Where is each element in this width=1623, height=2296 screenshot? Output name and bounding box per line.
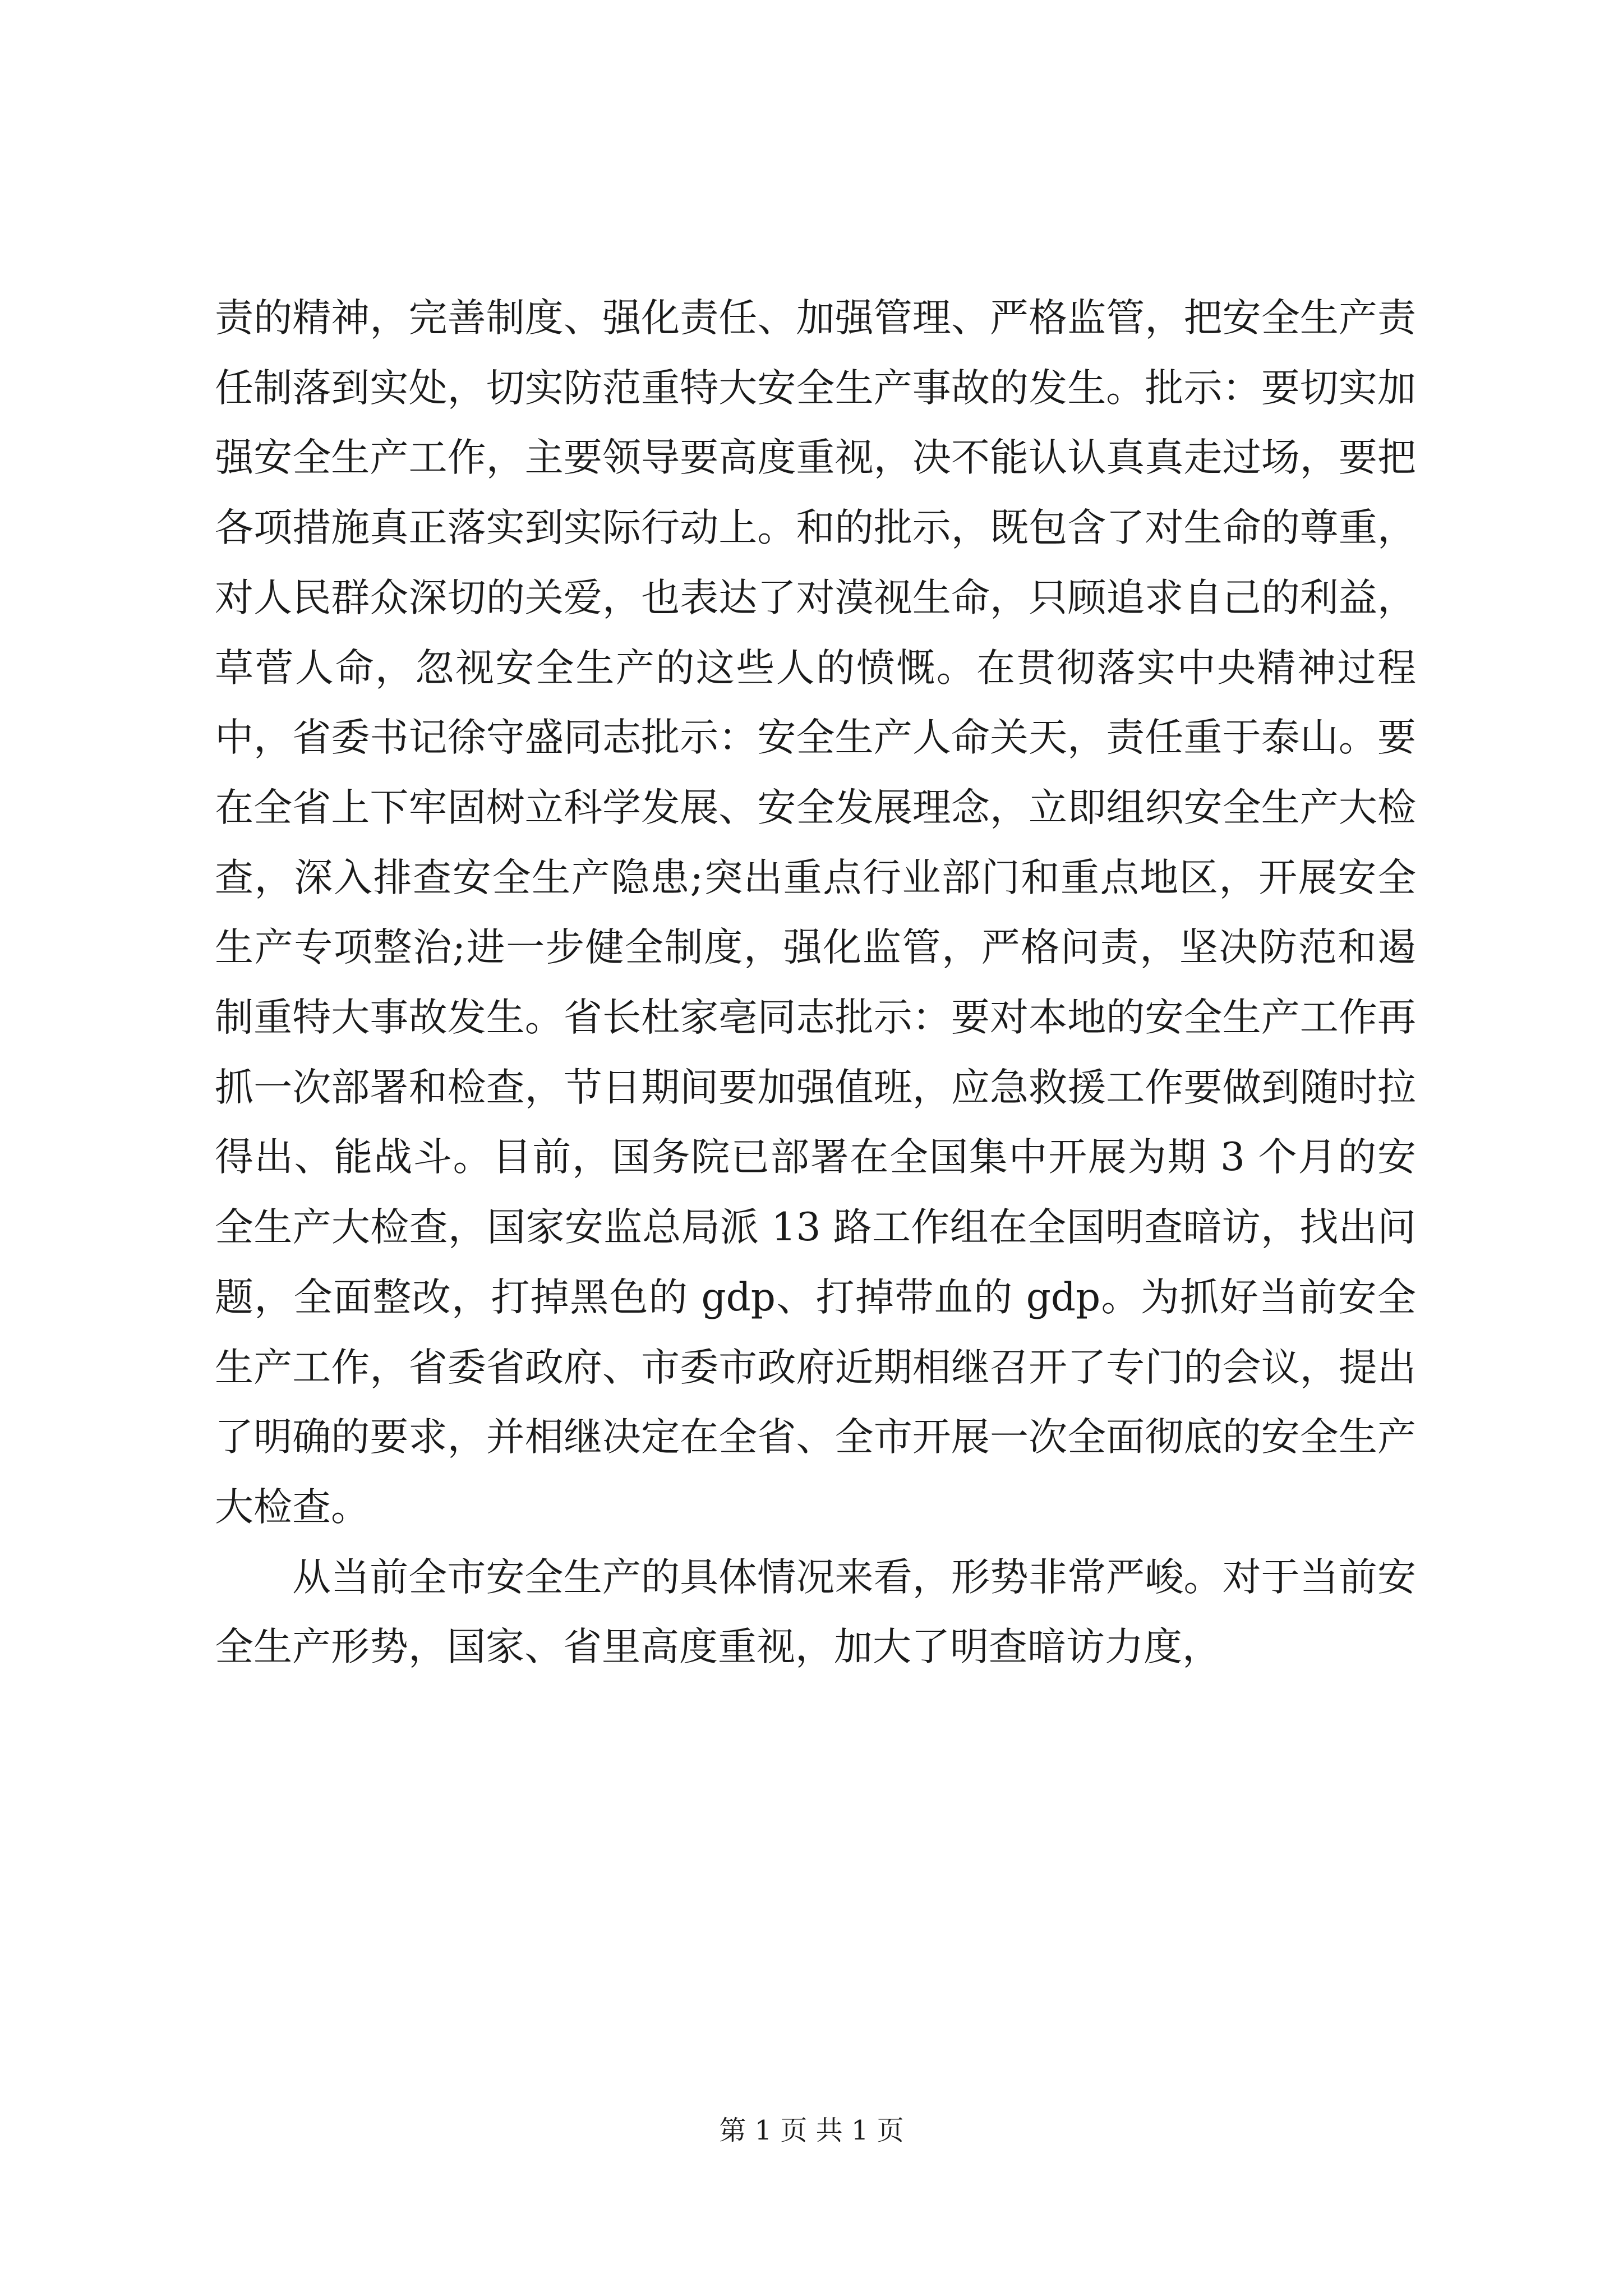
page-footer: 第 1 页 共 1 页 bbox=[719, 2115, 904, 2146]
paragraph-2: 从当前全市安全生产的具体情况来看，形势非常严峻。对于当前安全生产形势，国家、省里高度重视，加大了明查暗访力度， bbox=[215, 1554, 1416, 1670]
body-text bbox=[215, 283, 1416, 1682]
paragraph-1: 责的精神，完善制度、强化责任、加强管理、严格监管，把安全生产责任制落到实处，切实防范重特大安全生产事故的发生。批示：要切实加强安全生产工作，主要领导要高度重视，决不能认认真真走过场，要把各项措施真正落实到实际行动上。和的批示，既包含了对生命的尊重，对人民群众深切的关爱，也表达了对漠视生命，只顾追求自己的利益，草菅人命，忽视安全生产的这些人的愤慨。在贯彻落实中央精神过程中，省委书记徐守盛同志批示：安全生产人命关天，责任重于泰山。要在全省上下牢固树立科学发展、安全发展理念，立即组织安全生产大检查，深入排查安全生产隐患;突出重点行业部门和重点地区，开展安全生产专项整治;进一步健全制度，强化监管，严格问责，坚决防范和遏制重特大事故发生。省长杜家亳同志批示：要对本地的安全生产工作再抓一次部署和检查，节日期间要加强值班，应急救援工作要做到随时拉得出、能战斗。目前，国务院已部署在全国集中开展为期 3 个月的安全生产大检查，国家安监总局派 13 路工作组在全国明查暗访，找出问题，全面整改，打掉黑色的 gdp、打掉带血的 gdp。为抓好当前安全生产工作，省委省政府、市委市政府近期相继召开了专门的会议，提出了明确的要求，并相继决定在全省、全市开展一次全面彻底的安全生产大检查。 bbox=[215, 296, 1416, 1530]
